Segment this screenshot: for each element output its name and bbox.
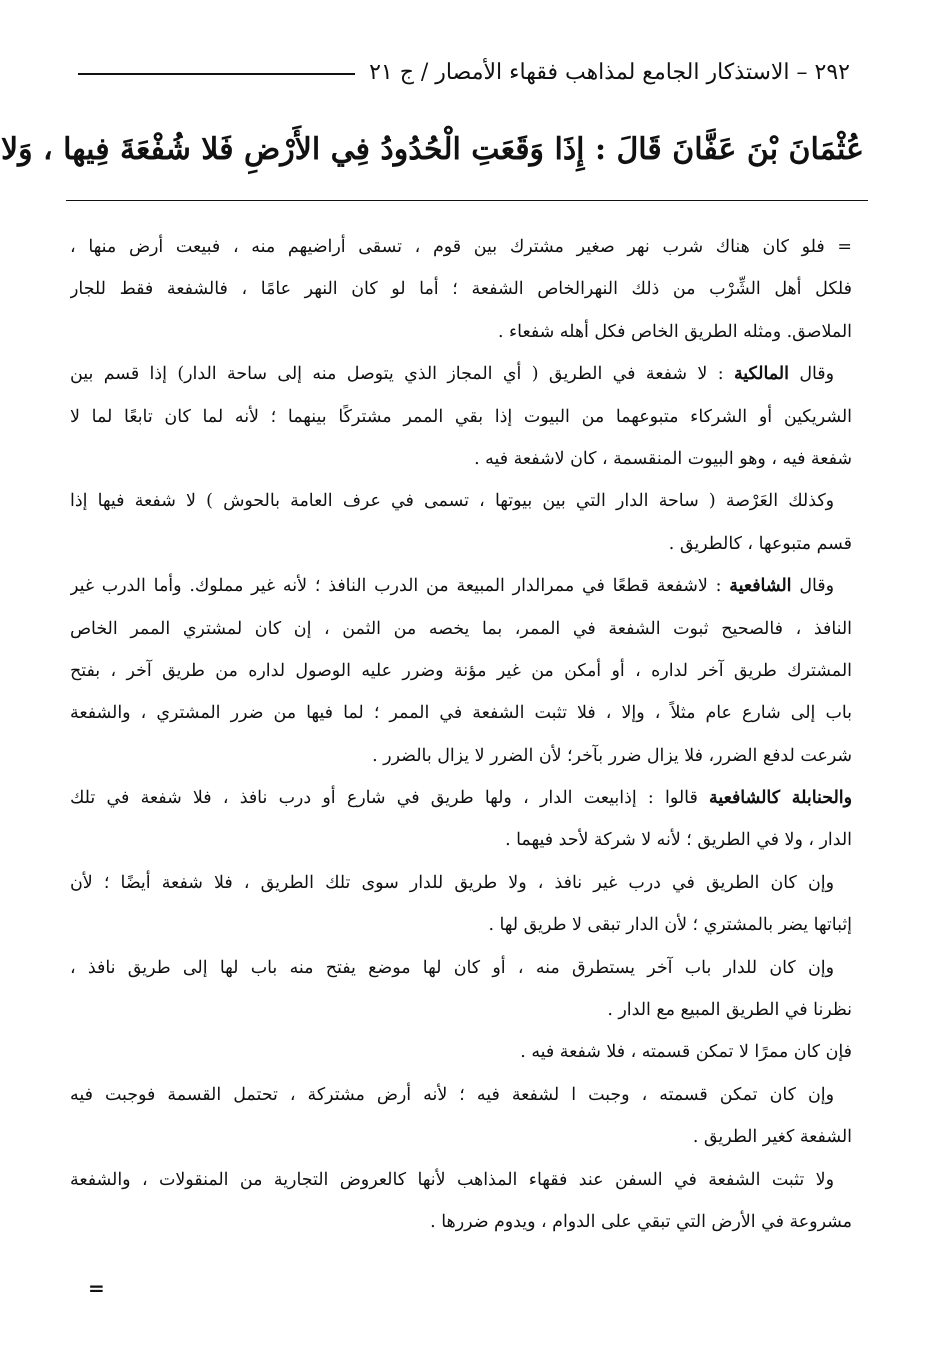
footnote-line: مشروعة في الأرض التي تبقي على الدوام ، ويدوم ضررها .: [430, 1211, 852, 1232]
header-rule: [78, 73, 355, 75]
footnote-line-text: قالوا : إذابيعت الدار ، ولها طريق في شارع أو درب نافذ ، فلا شفعة في تلك: [70, 788, 710, 809]
footnote-line: قسم متبوعها ، كالطريق .: [668, 533, 852, 554]
footnote-line: المشترك طريق آخر لداره ، أو أمكن من غير مؤنة وضرر عليه الوصول لداره من طريق آخر ، بفتح: [70, 660, 852, 681]
footnote-line: شرعت لدفع الضرر، فلا يزال ضرر بآخر؛ لأن الضرر لا يزال بالضرر .: [372, 745, 852, 766]
footnotes: [70, 226, 852, 1243]
footnote-line: الشريكين أو الشركاء متبوعهما من البيوت إذا بقي الممر مشتركًا بينهما ؛ لأنه لما كان تابعًا لما لا: [70, 406, 852, 427]
footnote-line: وإن كان تمكن قسمته ، وجبت ا لشفعة فيه ؛ لأنه أرض مشتركة ، تحتمل القسمة فوجبت فيه: [70, 1084, 834, 1105]
footnote-line: الشفعة كغير الطريق .: [692, 1127, 852, 1148]
footnote-line: فلكل أهل الشِّرْب من ذلك النهرالخاص الشفعة ؛ أما لو كان النهر عامًا ، فالشفعة فقط للجار: [70, 279, 852, 300]
footnote-divider: [66, 200, 868, 201]
footnote-line: فإن كان ممرًا لا تمكن قسمته ، فلا شفعة فيه .: [520, 1042, 852, 1063]
school-name: والحنابلة كالشافعية: [709, 788, 852, 809]
footnote-line-text: : لا شفعة في الطريق ( أي المجاز الذي يتوصل منه إلى ساحة الدار) إذا قسم بين: [70, 364, 734, 385]
footnote-line: [70, 565, 852, 607]
footnote-line: [70, 353, 852, 395]
footnote-line: = فلو كان هناك شرب نهر صغير مشترك بين قوم ، تسقى أراضيهم منه ، فبيعت أرض منها ،: [70, 237, 852, 257]
footnote-line: وإن كان الطريق في درب غير نافذ ، ولا طريق للدار سوى تلك الطريق ، فلا شفعة أيضًا ؛ لأن: [70, 872, 834, 893]
footnote-line: ولا تثبت الشفعة في السفن عند فقهاء المذاهب لأنها كالعروض التجارية من المنقولات ، والشفعة: [70, 1169, 834, 1190]
school-name: الشافعية: [729, 576, 792, 597]
footnote-line-prefix: وقال: [788, 364, 834, 385]
school-name: المالكية: [733, 364, 789, 385]
footnote-line-prefix: وقال: [791, 576, 834, 597]
footnote-line: وإن كان للدار باب آخر يستطرق منه ، أو كان لها موضع يفتح منه باب لها إلى طريق نافذ ،: [70, 957, 834, 978]
footnote-line: شفعة فيه ، وهو البيوت المنقسمة ، كان لاشفعة فيه .: [474, 448, 852, 469]
footnote-line: الملاصق. ومثله الطريق الخاص فكل أهله شفعاء .: [497, 321, 852, 342]
footnote-line: إثباتها يضر بالمشتري ؛ لأن الدار تبقى لا طريق لها .: [488, 915, 852, 936]
main-text-line: عُثْمَانَ بْنَ عَفَّانَ قَالَ : إِذَا وَقَعَتِ الْحُدُودُ فِي الأَرْضِ فَلا شُفْعَةَ فِيها ، وَلا: [1, 132, 864, 167]
footnote-line: نظرنا في الطريق المبيع مع الدار .: [607, 1000, 852, 1021]
footnote-line: [70, 777, 852, 819]
footnote-line-text: : لاشفعة قطعًا في ممرالدار المبيعة من الدرب النافذ ؛ لأنه غير مملوك. وأما الدرب غير: [70, 576, 730, 597]
continuation-mark: =: [88, 1276, 105, 1300]
running-header: [78, 52, 850, 92]
footnote-line: الدار ، ولا في الطريق ؛ لأنه لا شركة لأحد فيهما .: [505, 830, 852, 851]
footnote-line: باب إلى شارع عام مثلاً ، وإلا ، فلا تثبت الشفعة في الممر ؛ لما فيها من ضرر المشتري ، والشفعة: [70, 703, 852, 724]
footnote-line: وكذلك العَرْصة ( ساحة الدار التي بين بيوتها ، تسمى في عرف العامة بالحوش ) لا شفعة فيها إذا: [70, 491, 834, 512]
header-title: ٢٩٢ – الاستذكار الجامع لمذاهب فقهاء الأمصار / ج ٢١: [369, 59, 850, 85]
footnote-line: النافذ ، فالصحيح ثبوت الشفعة في الممر، بما يخصه من الثمن ، إن كان لمشتري الممر الخاص: [70, 618, 852, 639]
